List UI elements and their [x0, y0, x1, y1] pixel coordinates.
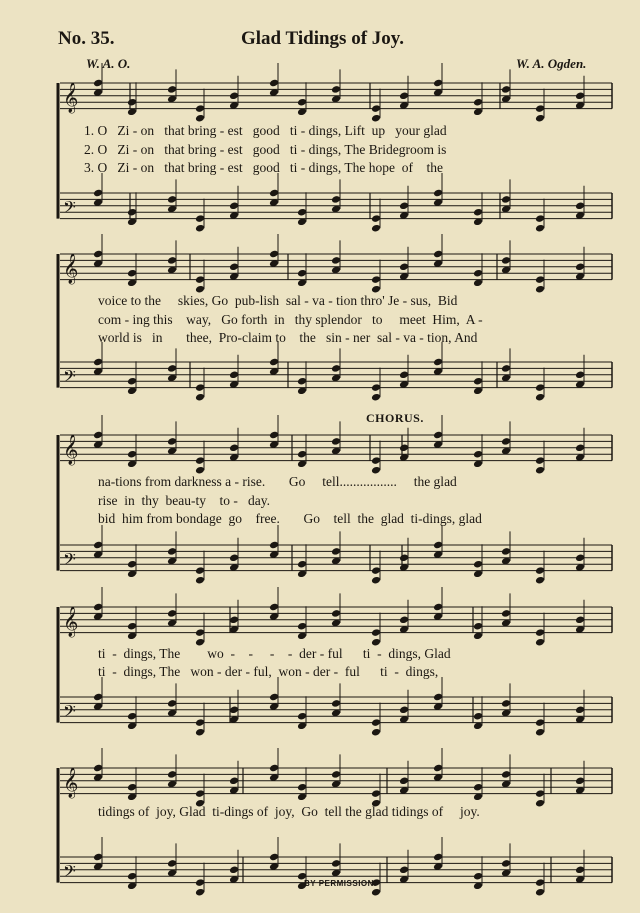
bass-clef: 𝄢 [63, 861, 76, 886]
hymn-number: No. 35. [58, 28, 115, 49]
treble-clef: 𝄞 [63, 435, 79, 466]
lyric-line-s1-v3: 3. O Zi - on that bring - est good ti - dings, The hope of the [84, 160, 443, 175]
lyric-line-s2-v2: com - ing this way, Go forth in thy splendor to meet Him, A - [98, 312, 483, 327]
bass-clef: 𝄢 [63, 701, 76, 726]
bass-clef: 𝄢 [63, 366, 76, 391]
treble-clef: 𝄞 [63, 768, 79, 799]
composer-credit: W. A. Ogden. [516, 56, 587, 71]
lyricist-credit: W. A. O. [86, 56, 131, 71]
treble-clef: 𝄞 [63, 607, 79, 638]
lyric-line-s3-v2: rise in thy beau-ty to - day. [98, 493, 270, 508]
chorus-label: CHORUS. [366, 411, 424, 425]
lyric-line-s4-v2: ti - dings, The won - der - ful, won - der - ful ti - dings, [98, 664, 439, 679]
treble-clef: 𝄞 [63, 83, 79, 114]
permission-credit: BY PERMISSION. [304, 879, 377, 888]
lyric-line-s5-v1: tidings of joy, Glad ti-dings of joy, Go tell the glad tidings of joy. [98, 804, 480, 819]
lyric-line-s1-v1: 1. O Zi - on that bring - est good ti - dings, Lift up your glad [84, 123, 447, 138]
lyric-line-s2-v1: voice to the skies, Go pub-lish sal - va - tion thro' Je - sus, Bid [98, 293, 458, 308]
lyric-line-s2-v3: world is in thee, Pro-claim to the sin - ner sal - va - tion, And [98, 330, 478, 345]
lyric-line-s3-v1: na-tions from darkness a - rise. Go tell................. the glad [98, 474, 457, 489]
lyric-line-s3-v3: bid him from bondage go free. Go tell the glad ti-dings, glad [98, 511, 482, 526]
bass-clef: 𝄢 [63, 549, 76, 574]
treble-clef: 𝄞 [63, 254, 79, 285]
lyric-line-s4-v1: ti - dings, The wo - - - - der - ful ti - dings, Glad [98, 646, 451, 661]
hymn-title: Glad Tidings of Joy. [241, 28, 404, 49]
bass-clef: 𝄢 [63, 197, 76, 222]
lyric-line-s1-v2: 2. O Zi - on that bring - est good ti - dings, The Bridegroom is [84, 142, 447, 157]
